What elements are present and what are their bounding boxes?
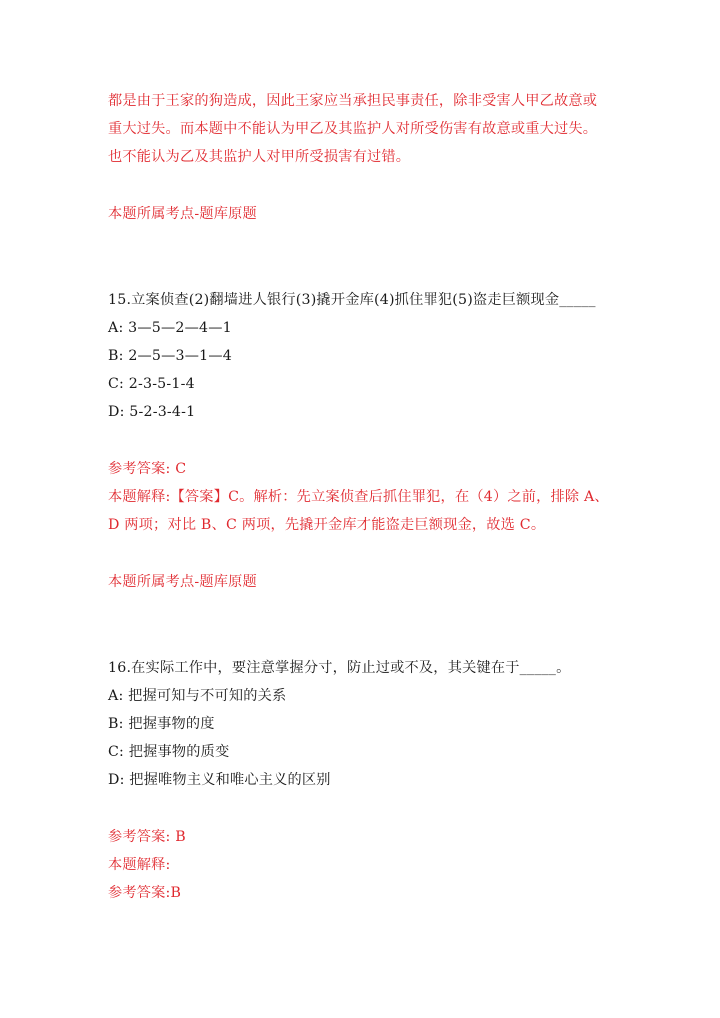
q16-explanation-label: 本题解释: xyxy=(108,857,171,873)
prev-explanation-line-1: 都是由于王家的狗造成，因此王家应当承担民事责任，除非受害人甲乙故意或 xyxy=(108,93,598,109)
q15-explanation-line-1: 本题解释:【答案】C。解析：先立案侦查后抓住罪犯，在（4）之前，排除 A、 xyxy=(108,489,609,505)
prev-topic-tag: 本题所属考点-题库原题 xyxy=(108,206,257,222)
q16-option-d: D: 把握唯物主义和唯心主义的区别 xyxy=(108,772,331,788)
prev-explanation-line-3: 也不能认为乙及其监护人对甲所受损害有过错。 xyxy=(108,149,411,165)
prev-explanation-line-2: 重大过失。而本题中不能认为甲乙及其监护人对所受伤害有故意或重大过失。 xyxy=(108,121,598,137)
q16-option-c: C: 把握事物的质变 xyxy=(108,744,230,760)
q15-topic-tag: 本题所属考点-题库原题 xyxy=(108,574,257,590)
q15-question: 15.立案侦查(2)翻墙进人银行(3)撬开金库(4)抓住罪犯(5)盗走巨额现金_____ xyxy=(108,292,596,308)
q16-option-a: A: 把握可知与不可知的关系 xyxy=(108,688,287,704)
q16-question: 16.在实际工作中，要注意掌握分寸，防止过或不及，其关键在于_____。 xyxy=(108,660,571,676)
q15-answer: 参考答案: C xyxy=(108,461,187,477)
q15-option-b: B: 2—5—3—1—4 xyxy=(108,348,232,364)
q16-answer-repeat: 参考答案:B xyxy=(108,885,182,901)
q16-option-b: B: 把握事物的度 xyxy=(108,716,215,732)
q15-explanation-line-2: D 两项；对比 B、C 两项，先撬开金库才能盗走巨额现金，故选 C。 xyxy=(108,517,546,533)
q15-option-c: C: 2-3-5-1-4 xyxy=(108,376,195,392)
q15-option-d: D: 5-2-3-4-1 xyxy=(108,404,196,420)
q15-option-a: A: 3—5—2—4—1 xyxy=(108,320,232,336)
q16-answer: 参考答案: B xyxy=(108,829,186,845)
